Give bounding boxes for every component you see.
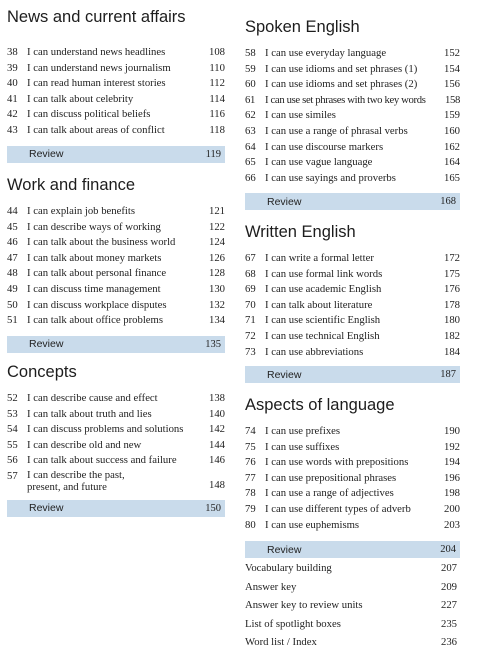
review-bar[interactable] bbox=[7, 146, 225, 163]
entry-number: 77 bbox=[245, 471, 256, 484]
entry-list bbox=[7, 391, 225, 494]
toc-entry[interactable] bbox=[245, 502, 460, 518]
toc-entry[interactable] bbox=[7, 469, 225, 494]
entry-title: I can use abbreviations bbox=[265, 345, 364, 358]
toc-entry[interactable] bbox=[245, 171, 460, 187]
toc-entry[interactable] bbox=[245, 93, 460, 109]
review-bar[interactable] bbox=[245, 541, 460, 558]
entry-title: I can talk about personal finance bbox=[27, 267, 167, 280]
entry-page: 175 bbox=[443, 267, 460, 280]
entry-page: 236 bbox=[440, 636, 457, 649]
toc-entry[interactable] bbox=[245, 282, 460, 298]
entry-page: 124 bbox=[208, 236, 225, 249]
entry-page: 159 bbox=[443, 109, 460, 122]
entry-page: 121 bbox=[208, 205, 225, 217]
toc-entry[interactable] bbox=[7, 438, 225, 454]
toc-entry[interactable] bbox=[7, 92, 225, 108]
entry-page: 178 bbox=[443, 298, 460, 311]
entry-title: I can use technical English bbox=[265, 329, 380, 342]
entry-title: Answer key bbox=[245, 580, 297, 593]
entry-number: 53 bbox=[7, 407, 18, 420]
entry-page: 209 bbox=[440, 580, 457, 593]
entry-list bbox=[245, 424, 460, 533]
entry-page: 144 bbox=[208, 438, 225, 451]
entry-title: I can talk about areas of conflict bbox=[27, 123, 165, 136]
back-matter-entry[interactable] bbox=[245, 578, 460, 597]
review-label: Review bbox=[29, 502, 64, 515]
entry-title: I can use suffixes bbox=[265, 440, 340, 453]
entry-page: 146 bbox=[208, 454, 225, 467]
entry-number: 44 bbox=[7, 205, 18, 217]
entry-number: 57 bbox=[7, 469, 18, 482]
entry-number: 70 bbox=[245, 298, 256, 311]
section-news-and-current-affairs bbox=[7, 7, 225, 163]
entry-title: I can talk about money markets bbox=[27, 251, 162, 264]
entry-page: 154 bbox=[443, 62, 460, 75]
entry-title: I can use euphemisms bbox=[265, 518, 360, 531]
back-matter-entry[interactable] bbox=[245, 596, 460, 615]
entry-number: 76 bbox=[245, 456, 256, 469]
entry-page: 162 bbox=[443, 140, 460, 153]
entry-title: I can talk about truth and lies bbox=[27, 407, 152, 420]
entry-title: I can discuss problems and solutions bbox=[27, 423, 184, 436]
toc-entry[interactable] bbox=[7, 313, 225, 329]
entry-title: I can discuss time management bbox=[27, 282, 161, 295]
entry-page: 192 bbox=[443, 440, 460, 453]
toc-entry[interactable] bbox=[245, 267, 460, 283]
toc-entry[interactable] bbox=[7, 107, 225, 123]
toc-entry[interactable] bbox=[7, 453, 225, 469]
toc-entry[interactable] bbox=[7, 282, 225, 298]
review-page: 119 bbox=[205, 148, 221, 160]
entry-page: 184 bbox=[443, 345, 460, 358]
section-spoken-english bbox=[245, 17, 460, 210]
entry-title: I can use academic English bbox=[265, 283, 382, 296]
entry-number: 75 bbox=[245, 440, 256, 453]
toc-entry[interactable] bbox=[7, 235, 225, 251]
entry-title: I can use discourse markers bbox=[265, 140, 384, 153]
entry-title: I can use vague language bbox=[265, 156, 373, 169]
toc-entry[interactable] bbox=[245, 251, 460, 267]
entry-page: 138 bbox=[208, 392, 225, 404]
section-written-english bbox=[245, 222, 460, 383]
review-bar[interactable] bbox=[7, 336, 225, 353]
entry-page: 132 bbox=[208, 298, 225, 311]
toc-entry[interactable] bbox=[245, 424, 460, 440]
entry-number: 62 bbox=[245, 109, 256, 122]
back-matter-entry[interactable] bbox=[245, 633, 460, 652]
entry-number: 41 bbox=[7, 92, 18, 105]
toc-entry[interactable] bbox=[7, 61, 225, 77]
entry-page: 176 bbox=[443, 283, 460, 296]
entry-number: 55 bbox=[7, 438, 18, 451]
review-page: 135 bbox=[205, 338, 221, 350]
toc-entry[interactable] bbox=[7, 76, 225, 92]
section-heading: Work and finance bbox=[7, 176, 136, 194]
toc-entry[interactable] bbox=[245, 298, 460, 314]
entry-page: 180 bbox=[443, 314, 460, 327]
entry-number: 48 bbox=[7, 267, 18, 280]
back-matter-entry[interactable] bbox=[245, 559, 460, 578]
entry-page: 227 bbox=[440, 599, 457, 612]
entry-number: 67 bbox=[245, 252, 256, 264]
entry-number: 78 bbox=[245, 487, 256, 500]
toc-entry[interactable] bbox=[7, 407, 225, 423]
entry-number: 68 bbox=[245, 267, 256, 280]
review-page: 204 bbox=[440, 544, 456, 556]
entry-page: 142 bbox=[208, 423, 225, 436]
section-heading: Spoken English bbox=[245, 18, 360, 36]
entry-title: I can use a range of adjectives bbox=[265, 487, 394, 500]
entry-page: 118 bbox=[209, 123, 225, 136]
entry-page: 156 bbox=[443, 78, 460, 91]
entry-title: I can use sayings and proverbs bbox=[265, 171, 396, 184]
entry-number: 39 bbox=[7, 61, 18, 74]
entry-page: 182 bbox=[443, 329, 460, 342]
section-work-and-finance bbox=[7, 175, 225, 353]
entry-title: I can talk about literature bbox=[265, 298, 373, 311]
review-bar[interactable] bbox=[7, 500, 225, 517]
toc-entry[interactable] bbox=[245, 455, 460, 471]
entry-number: 80 bbox=[245, 518, 256, 531]
entry-page: 128 bbox=[208, 267, 225, 280]
entry-title: I can discuss workplace disputes bbox=[27, 298, 167, 311]
entry-number: 58 bbox=[245, 47, 256, 59]
entry-number: 74 bbox=[245, 425, 256, 437]
entry-page: 207 bbox=[440, 562, 457, 574]
entry-number: 45 bbox=[7, 220, 18, 233]
entry-title: I can use idioms and set phrases (1) bbox=[265, 62, 418, 75]
toc-entry[interactable] bbox=[7, 123, 225, 139]
toc-entry[interactable] bbox=[245, 62, 460, 78]
review-label: Review bbox=[267, 368, 302, 381]
entry-page: 160 bbox=[443, 124, 460, 137]
entry-title: I can understand news journalism bbox=[27, 61, 171, 74]
toc-entry[interactable] bbox=[7, 204, 225, 220]
entry-page: 126 bbox=[208, 251, 225, 264]
entry-page: 114 bbox=[209, 92, 225, 105]
entry-page: 172 bbox=[443, 252, 460, 264]
entry-title: I can use different types of adverb bbox=[265, 502, 411, 515]
entry-number: 59 bbox=[245, 62, 256, 75]
entry-number: 72 bbox=[245, 329, 256, 342]
entry-number: 79 bbox=[245, 502, 256, 515]
toc-entry[interactable] bbox=[245, 518, 460, 534]
review-label: Review bbox=[29, 338, 64, 351]
entry-page: 130 bbox=[208, 282, 225, 295]
entry-title: I can use scientific English bbox=[265, 314, 381, 327]
entry-number: 61 bbox=[245, 93, 255, 106]
entry-title: I can use a range of phrasal verbs bbox=[265, 124, 408, 137]
toc-entry[interactable] bbox=[245, 440, 460, 456]
entry-number: 63 bbox=[245, 124, 256, 137]
entry-title: I can understand news headlines bbox=[27, 46, 166, 58]
entry-number: 54 bbox=[7, 423, 18, 436]
entry-list bbox=[245, 46, 460, 186]
entry-number: 69 bbox=[245, 283, 256, 296]
toc-entry[interactable] bbox=[7, 391, 225, 407]
entry-number: 43 bbox=[7, 123, 18, 136]
entry-title: I can use prefixes bbox=[265, 425, 341, 437]
toc-entry[interactable] bbox=[245, 124, 460, 140]
review-page: 187 bbox=[440, 369, 456, 381]
entry-number: 47 bbox=[7, 251, 18, 264]
entry-number: 38 bbox=[7, 46, 18, 58]
entry-title: I can use set phrases with two key words bbox=[265, 93, 426, 106]
entry-title: I can use similes bbox=[265, 109, 336, 122]
entry-page: 190 bbox=[443, 425, 460, 437]
toc-entry[interactable] bbox=[245, 108, 460, 124]
entry-title: I can talk about success and failure bbox=[27, 454, 177, 467]
entry-page: 203 bbox=[443, 518, 460, 531]
entry-list bbox=[245, 251, 460, 360]
entry-page: 200 bbox=[443, 502, 460, 515]
review-label: Review bbox=[267, 195, 302, 208]
entry-page: 198 bbox=[443, 487, 460, 500]
toc-entry[interactable] bbox=[7, 45, 225, 61]
entry-page: 196 bbox=[443, 471, 460, 484]
review-bar[interactable] bbox=[245, 193, 460, 210]
entry-page: 116 bbox=[209, 108, 225, 121]
entry-number: 65 bbox=[245, 156, 256, 169]
entry-number: 64 bbox=[245, 140, 256, 153]
entry-title: Vocabulary building bbox=[245, 562, 332, 574]
section-aspects-of-language bbox=[245, 395, 460, 558]
entry-title: I can describe the past, present, and future bbox=[27, 468, 125, 494]
entry-title: I can read human interest stories bbox=[27, 77, 166, 90]
entry-title: Answer key to review units bbox=[245, 599, 363, 612]
toc-entry[interactable] bbox=[7, 422, 225, 438]
entry-title: I can write a formal letter bbox=[265, 252, 374, 264]
review-label: Review bbox=[267, 543, 302, 556]
toc-entry[interactable] bbox=[7, 251, 225, 267]
entry-number: 40 bbox=[7, 77, 18, 90]
entry-page: 148 bbox=[208, 479, 225, 492]
section-heading: Written English bbox=[245, 223, 356, 241]
entry-title: I can talk about the business world bbox=[27, 236, 176, 249]
entry-number: 66 bbox=[245, 171, 256, 184]
toc-entry[interactable] bbox=[245, 329, 460, 345]
toc-entry[interactable] bbox=[245, 486, 460, 502]
entry-list bbox=[7, 204, 225, 329]
back-matter-entry[interactable] bbox=[245, 615, 460, 634]
entry-title: I can use idioms and set phrases (2) bbox=[265, 78, 418, 91]
toc-entry[interactable] bbox=[245, 155, 460, 171]
toc-entry[interactable] bbox=[245, 471, 460, 487]
entry-page: 108 bbox=[208, 46, 225, 58]
toc-entry[interactable] bbox=[245, 313, 460, 329]
entry-number: 51 bbox=[7, 314, 18, 327]
entry-number: 60 bbox=[245, 78, 256, 91]
entry-title: I can explain job benefits bbox=[27, 205, 136, 217]
toc-entry[interactable] bbox=[245, 77, 460, 93]
review-bar[interactable] bbox=[245, 366, 460, 383]
section-heading: News and current affairs bbox=[7, 8, 186, 26]
entry-number: 50 bbox=[7, 298, 18, 311]
entry-number: 42 bbox=[7, 108, 18, 121]
toc-entry[interactable] bbox=[245, 46, 460, 62]
entry-page: 158 bbox=[445, 93, 460, 106]
toc-entry[interactable] bbox=[245, 345, 460, 361]
entry-number: 46 bbox=[7, 236, 18, 249]
entry-page: 110 bbox=[209, 61, 225, 74]
entry-title: I can discuss political beliefs bbox=[27, 108, 151, 121]
entry-page: 134 bbox=[208, 314, 225, 327]
entry-title: I can use formal link words bbox=[265, 267, 383, 280]
entry-list bbox=[7, 45, 225, 139]
entry-number: 52 bbox=[7, 392, 18, 404]
entry-number: 49 bbox=[7, 282, 18, 295]
entry-number: 71 bbox=[245, 314, 256, 327]
toc-entry[interactable] bbox=[245, 140, 460, 156]
review-page: 150 bbox=[205, 502, 221, 514]
entry-title: I can describe cause and effect bbox=[27, 392, 158, 404]
toc-entry[interactable] bbox=[7, 220, 225, 236]
entry-page: 235 bbox=[440, 617, 457, 630]
entry-title: Word list / Index bbox=[245, 636, 317, 649]
toc-entry[interactable] bbox=[7, 298, 225, 314]
entry-page: 194 bbox=[443, 456, 460, 469]
entry-number: 73 bbox=[245, 345, 256, 358]
entry-title: I can talk about office problems bbox=[27, 314, 164, 327]
entry-title: I can use prepositional phrases bbox=[265, 471, 397, 484]
entry-page: 165 bbox=[443, 171, 460, 184]
entry-page: 164 bbox=[443, 156, 460, 169]
entry-title: I can use everyday language bbox=[265, 47, 387, 59]
entry-title: I can use words with prepositions bbox=[265, 456, 409, 469]
section-concepts bbox=[7, 362, 225, 517]
entry-page: 140 bbox=[208, 407, 225, 420]
entry-number: 56 bbox=[7, 454, 18, 467]
back-matter-list bbox=[245, 559, 460, 652]
section-heading: Concepts bbox=[7, 363, 77, 381]
review-page: 168 bbox=[440, 196, 456, 208]
entry-page: 122 bbox=[208, 220, 225, 233]
entry-page: 112 bbox=[209, 77, 225, 90]
entry-title: I can describe old and new bbox=[27, 438, 142, 451]
entry-title: List of spotlight boxes bbox=[245, 617, 341, 630]
entry-title: I can describe ways of working bbox=[27, 220, 161, 233]
entry-page: 152 bbox=[443, 47, 460, 59]
entry-title: I can talk about celebrity bbox=[27, 92, 134, 105]
section-heading: Aspects of language bbox=[245, 396, 395, 414]
review-label: Review bbox=[29, 148, 64, 161]
toc-entry[interactable] bbox=[7, 266, 225, 282]
